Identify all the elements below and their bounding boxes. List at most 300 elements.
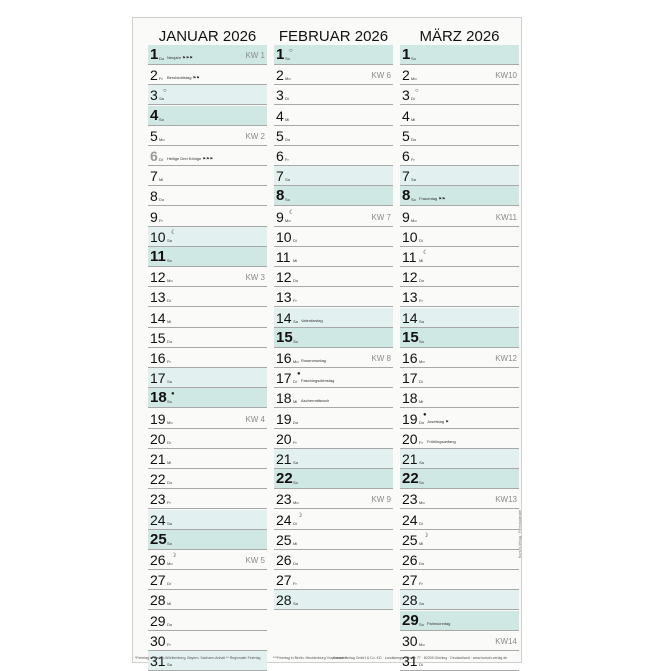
weekday-label: Fr <box>419 581 423 587</box>
day-number: 19 <box>150 410 166 427</box>
day-row[interactable] <box>148 469 267 489</box>
day-number: 6 <box>402 148 410 164</box>
weekday-label: Fr <box>419 439 423 445</box>
day-row[interactable] <box>274 510 393 530</box>
weekday-label: Di <box>419 520 423 526</box>
day-number: 17 <box>276 370 292 387</box>
day-row[interactable] <box>148 368 267 388</box>
weekday-label: Di <box>167 439 171 445</box>
day-number: 16 <box>276 350 292 366</box>
day-row[interactable] <box>274 227 393 247</box>
month-title: FEBRUAR 2026 <box>278 28 389 45</box>
day-number: 26 <box>276 552 292 568</box>
weekday-label: Sa <box>167 662 172 667</box>
day-number: 28 <box>402 592 418 609</box>
weekday-label: Fr <box>159 76 163 82</box>
day-number: 9 <box>276 208 284 225</box>
weekday-label: So <box>419 621 424 627</box>
day-row[interactable] <box>274 388 393 408</box>
weekday-label: Sa <box>293 601 298 607</box>
day-row[interactable] <box>400 227 519 247</box>
day-row[interactable] <box>148 449 267 469</box>
day-row[interactable] <box>274 348 393 368</box>
weekday-label: Mo <box>419 500 425 506</box>
day-number: 16 <box>150 350 166 366</box>
weekday-label: Do <box>285 136 291 142</box>
day-row[interactable] <box>400 186 519 206</box>
moon-phase-icon: ☽ <box>297 512 303 519</box>
day-number: 24 <box>402 511 418 528</box>
day-number: 17 <box>402 370 418 387</box>
day-number: 26 <box>402 552 418 568</box>
day-number: 10 <box>402 228 418 245</box>
weekday-label: Mi <box>167 460 172 465</box>
weekday-label: Mi <box>159 177 164 183</box>
day-number: 9 <box>150 208 158 225</box>
day-number: 7 <box>276 168 284 185</box>
day-row[interactable] <box>400 570 519 590</box>
weekday-label: Mi <box>419 540 424 546</box>
month-title: MÄRZ 2026 <box>419 28 500 45</box>
weekday-label: Mo <box>285 76 291 82</box>
day-row[interactable] <box>148 429 267 449</box>
day-row[interactable] <box>274 247 393 267</box>
day-number: 23 <box>276 491 292 508</box>
weekday-label: Di <box>419 379 423 385</box>
day-row[interactable] <box>274 530 393 550</box>
day-row[interactable] <box>400 631 519 651</box>
day-row[interactable] <box>148 651 267 671</box>
day-number: 3 <box>276 87 284 104</box>
calendar-sheet <box>132 17 522 669</box>
day-row[interactable] <box>400 207 519 227</box>
weekday-label: So <box>159 116 164 122</box>
day-row[interactable] <box>400 409 519 429</box>
weekday-label: Fr <box>167 359 171 364</box>
day-row[interactable] <box>274 45 393 65</box>
day-number: 13 <box>150 289 166 306</box>
weekday-label: Do <box>293 419 299 425</box>
weekday-label: Do <box>411 136 417 142</box>
day-number: 15 <box>402 328 419 346</box>
day-row[interactable] <box>400 388 519 408</box>
day-row[interactable] <box>274 308 393 328</box>
weekday-label: Do <box>159 197 165 203</box>
week-number: KW14 <box>495 636 517 646</box>
day-row[interactable] <box>148 186 267 206</box>
weekday-label: Mo <box>285 217 291 223</box>
day-row[interactable] <box>400 146 519 166</box>
weekday-label: Do <box>419 419 425 425</box>
holiday-note: Frauentag ⚑⚑ <box>419 196 446 202</box>
day-row[interactable] <box>148 106 267 126</box>
day-number: 21 <box>402 451 418 467</box>
weekday-label: Do <box>167 621 173 627</box>
day-row[interactable] <box>400 166 519 186</box>
day-number: 24 <box>276 511 292 528</box>
weekday-label: Mo <box>419 641 425 647</box>
moon-phase-icon: ○ <box>289 48 293 54</box>
weekday-label: Di <box>419 662 423 667</box>
day-row[interactable] <box>148 207 267 227</box>
weekday-label: Fr <box>167 641 171 647</box>
day-row[interactable] <box>274 106 393 126</box>
moon-phase-icon: ☾ <box>423 250 429 256</box>
weekday-label: So <box>293 338 298 344</box>
weekday-label: So <box>167 399 172 405</box>
day-number: 17 <box>150 370 166 387</box>
day-number: 20 <box>276 430 292 447</box>
week-number: KW 4 <box>245 414 265 424</box>
day-number: 8 <box>276 187 285 205</box>
day-number: 24 <box>150 511 166 528</box>
week-number: KW 8 <box>371 354 391 363</box>
day-number: 21 <box>150 451 166 467</box>
moon-phase-icon: ● <box>423 411 427 418</box>
weekday-label: Mi <box>167 318 172 324</box>
weekday-label: Fr <box>293 298 297 304</box>
day-row[interactable] <box>274 590 393 610</box>
day-row[interactable] <box>148 409 267 429</box>
day-row[interactable] <box>274 146 393 166</box>
day-row[interactable] <box>148 227 267 247</box>
day-number: 9 <box>402 208 410 225</box>
day-row[interactable] <box>274 469 393 489</box>
day-row[interactable] <box>274 570 393 590</box>
weekday-label: Mo <box>167 561 173 566</box>
weekday-label: Sa <box>293 460 298 465</box>
holiday-note: Frühlingsanfang <box>427 438 456 444</box>
weekday-label: Sa <box>167 379 172 385</box>
weekday-label: Mi <box>293 258 298 263</box>
week-number: KW10 <box>495 71 517 81</box>
weekday-label: So <box>411 56 416 61</box>
holiday-note: Valentinstag <box>301 317 323 323</box>
day-number: 14 <box>402 309 418 326</box>
weekday-label: Do <box>419 278 425 284</box>
weekday-label: Di <box>419 237 423 243</box>
day-number: 2 <box>402 67 410 84</box>
moon-phase-icon: ● <box>171 391 175 398</box>
day-number: 19 <box>276 410 292 427</box>
day-number: 3 <box>402 87 410 104</box>
week-number: KW 6 <box>371 71 391 81</box>
day-row[interactable] <box>400 287 519 307</box>
day-row[interactable] <box>274 126 393 146</box>
week-number: KW12 <box>495 354 517 363</box>
day-number: 31 <box>150 653 166 669</box>
day-row[interactable] <box>148 308 267 328</box>
day-number: 26 <box>150 552 166 568</box>
footer-middle: ***Feiertag in Berlin, Mecklenburg-Vorpommern <box>273 656 347 660</box>
weekday-label: Mo <box>293 359 299 364</box>
day-row[interactable] <box>148 267 267 287</box>
week-number: KW 1 <box>245 51 265 60</box>
day-number: 19 <box>402 410 418 427</box>
weekday-label: Do <box>159 56 165 61</box>
day-number: 10 <box>276 228 292 245</box>
weekday-label: Do <box>293 561 299 566</box>
day-row[interactable] <box>148 510 267 530</box>
day-number: 29 <box>150 612 166 629</box>
day-number: 22 <box>276 470 293 488</box>
weekday-label: Mi <box>411 116 416 122</box>
day-row[interactable] <box>274 550 393 570</box>
weekday-label: Do <box>167 480 173 486</box>
day-number: 21 <box>276 451 292 467</box>
weekday-label: Di <box>167 581 171 587</box>
day-number: 13 <box>402 289 418 306</box>
weekday-label: Fr <box>159 217 163 223</box>
weekday-label: Di <box>167 298 171 304</box>
day-number: 12 <box>402 269 418 286</box>
weekday-label: Do <box>293 278 299 284</box>
day-row[interactable] <box>400 510 519 530</box>
footer-right: Korsch Verlag GmbH & Co. KG · Landsberger Straße 77 · 82205 Gilching · Deutschland · www.korsch-verlag.de <box>333 656 508 660</box>
day-row[interactable] <box>400 651 519 671</box>
day-number: 1 <box>402 46 411 63</box>
day-row[interactable] <box>148 287 267 307</box>
day-row[interactable] <box>274 65 393 85</box>
day-number: 14 <box>276 309 292 326</box>
weekday-label: Di <box>159 157 163 162</box>
day-row[interactable] <box>400 590 519 610</box>
day-row[interactable] <box>274 328 393 348</box>
weekday-label: Mo <box>167 419 173 425</box>
day-row[interactable] <box>148 611 267 631</box>
day-number: 30 <box>150 632 166 649</box>
day-row[interactable] <box>400 308 519 328</box>
weekday-label: Fr <box>167 500 171 506</box>
day-row[interactable] <box>274 489 393 509</box>
day-number: 2 <box>150 67 158 84</box>
day-number: 5 <box>276 127 284 144</box>
day-number: 27 <box>276 572 292 589</box>
weekday-label: Di <box>285 96 289 102</box>
day-row[interactable] <box>400 106 519 126</box>
weekday-label: Mo <box>293 500 299 506</box>
day-row[interactable] <box>400 530 519 550</box>
day-row[interactable] <box>400 45 519 65</box>
month-title: JANUAR 2026 <box>158 28 257 45</box>
holiday-note: Rosenmontag <box>301 358 326 363</box>
weekday-label: Mo <box>419 359 425 364</box>
day-row[interactable] <box>148 388 267 408</box>
day-row[interactable] <box>148 631 267 651</box>
day-row[interactable] <box>400 267 519 287</box>
day-number: 11 <box>402 249 417 265</box>
day-row[interactable] <box>148 126 267 146</box>
weekday-label: Sa <box>293 318 298 324</box>
weekday-label: Sa <box>167 237 172 243</box>
day-row[interactable] <box>400 368 519 388</box>
side-note: Korsch-Verlag · Ferienkalender <box>518 509 522 558</box>
moon-phase-icon: ○ <box>163 88 167 95</box>
day-number: 27 <box>402 572 418 589</box>
day-row[interactable] <box>148 550 267 570</box>
day-number: 27 <box>150 572 166 589</box>
weekday-label: Di <box>411 96 415 102</box>
weekday-label: So <box>285 197 290 203</box>
day-number: 28 <box>150 592 166 609</box>
weekday-label: Fr <box>293 581 297 587</box>
day-row[interactable] <box>400 469 519 489</box>
weekday-label: Mo <box>167 278 173 284</box>
day-number: 7 <box>402 168 410 185</box>
day-number: 13 <box>276 289 292 306</box>
day-number: 30 <box>402 632 418 649</box>
weekday-label: Mi <box>419 258 424 263</box>
weekday-label: Di <box>293 379 297 385</box>
weekday-label: So <box>167 258 172 263</box>
day-number: 25 <box>276 531 292 548</box>
day-row[interactable] <box>148 348 267 368</box>
weekday-label: Sa <box>419 318 424 324</box>
day-number: 20 <box>402 430 418 447</box>
day-row[interactable] <box>148 489 267 509</box>
day-row[interactable] <box>274 166 393 186</box>
moon-phase-icon: ☽ <box>171 553 177 559</box>
day-number: 6 <box>150 148 158 164</box>
day-row[interactable] <box>148 146 267 166</box>
day-number: 7 <box>150 168 158 185</box>
day-number: 8 <box>150 188 158 205</box>
weekday-label: Do <box>419 561 425 566</box>
holiday-note: Palmsonntag <box>427 620 451 626</box>
day-number: 12 <box>276 269 292 286</box>
day-number: 11 <box>276 249 291 265</box>
day-number: 10 <box>150 228 166 245</box>
day-number: 15 <box>150 329 166 346</box>
day-number: 16 <box>402 350 418 366</box>
weekday-label: Sa <box>285 177 290 183</box>
day-row[interactable] <box>274 85 393 105</box>
weekday-label: Fr <box>293 439 297 445</box>
footer-left: *Feiertag in Baden-Württemberg, Bayern, Sachsen-Anhalt ** Regionaler Feiertag <box>135 656 261 660</box>
weekday-label: So <box>293 480 298 486</box>
weekday-label: So <box>411 197 416 203</box>
day-row[interactable] <box>274 287 393 307</box>
day-row[interactable] <box>400 65 519 85</box>
day-row[interactable] <box>274 267 393 287</box>
moon-phase-icon: ☽ <box>423 532 429 539</box>
day-number: 4 <box>276 107 284 124</box>
day-number: 23 <box>402 491 418 508</box>
day-number: 2 <box>276 67 284 84</box>
day-row[interactable] <box>400 429 519 449</box>
day-row[interactable] <box>274 449 393 469</box>
day-row[interactable] <box>400 611 519 631</box>
day-number: 25 <box>402 531 418 548</box>
week-number: KW11 <box>495 212 517 222</box>
day-number: 29 <box>402 611 419 629</box>
weekday-label: So <box>419 480 424 486</box>
day-row[interactable] <box>274 207 393 227</box>
day-row[interactable] <box>148 85 267 105</box>
moon-phase-icon: ☾ <box>171 229 177 236</box>
day-row[interactable] <box>274 186 393 206</box>
weekday-label: Fr <box>411 157 415 162</box>
week-number: KW 9 <box>371 495 391 505</box>
holiday-note: Heilige Drei Könige ⚑⚑⚑ <box>167 156 214 161</box>
day-row[interactable] <box>148 328 267 348</box>
day-row[interactable] <box>400 449 519 469</box>
weekday-label: So <box>285 56 290 61</box>
holiday-note: Neujahr ⚑⚑⚑ <box>167 55 193 60</box>
weekday-label: Mi <box>293 399 298 405</box>
day-number: 18 <box>276 390 292 407</box>
weekday-label: Sa <box>419 460 424 465</box>
weekday-label: Fr <box>419 298 423 304</box>
day-row[interactable] <box>400 247 519 267</box>
day-row[interactable] <box>148 530 267 550</box>
moon-phase-icon: ○ <box>415 88 419 95</box>
day-row[interactable] <box>274 368 393 388</box>
day-row[interactable] <box>400 489 519 509</box>
day-row[interactable] <box>400 348 519 368</box>
day-row[interactable] <box>400 550 519 570</box>
day-number: 3 <box>150 87 158 104</box>
moon-phase-icon: ● <box>297 371 301 378</box>
weekday-label: Sa <box>419 601 424 607</box>
weekday-label: Sa <box>411 177 416 183</box>
day-row[interactable] <box>148 45 267 65</box>
holiday-note: Berchtoldstag ⚑⚑ <box>167 75 200 81</box>
day-number: 1 <box>150 46 159 63</box>
day-number: 14 <box>150 309 166 326</box>
week-number: KW 3 <box>245 273 265 283</box>
day-row[interactable] <box>400 126 519 146</box>
moon-phase-icon: ☾ <box>289 209 295 216</box>
week-number: KW13 <box>495 495 517 505</box>
day-number: 4 <box>402 107 410 124</box>
day-number: 5 <box>150 127 158 144</box>
weekday-label: Mi <box>419 399 424 405</box>
day-number: 12 <box>150 269 166 286</box>
day-number: 1 <box>276 46 285 63</box>
day-number: 28 <box>276 592 292 609</box>
weekday-label: Mo <box>159 136 165 142</box>
day-row[interactable] <box>148 166 267 186</box>
weekday-label: Sa <box>159 96 164 102</box>
day-number: 22 <box>402 470 419 488</box>
day-number: 4 <box>150 106 159 124</box>
day-number: 23 <box>150 491 166 508</box>
day-row[interactable] <box>400 328 519 348</box>
day-number: 5 <box>402 127 410 144</box>
day-row[interactable] <box>148 65 267 85</box>
day-number: 8 <box>402 187 411 205</box>
day-number: 18 <box>402 390 418 407</box>
day-number: 20 <box>150 430 166 447</box>
day-row[interactable] <box>148 247 267 267</box>
day-number: 25 <box>150 530 167 548</box>
day-number: 6 <box>276 148 284 164</box>
weekday-label: Mi <box>285 116 290 122</box>
day-row[interactable] <box>274 429 393 449</box>
weekday-label: So <box>167 540 172 546</box>
day-number: 15 <box>276 328 293 346</box>
weekday-label: Mo <box>411 217 417 223</box>
day-row[interactable] <box>274 409 393 429</box>
day-row[interactable] <box>148 570 267 590</box>
day-row[interactable] <box>148 590 267 610</box>
weekday-label: Di <box>293 520 297 526</box>
weekday-label: Sa <box>167 520 172 526</box>
week-number: KW 7 <box>371 212 391 222</box>
day-row[interactable] <box>400 85 519 105</box>
day-number: 11 <box>150 248 166 265</box>
